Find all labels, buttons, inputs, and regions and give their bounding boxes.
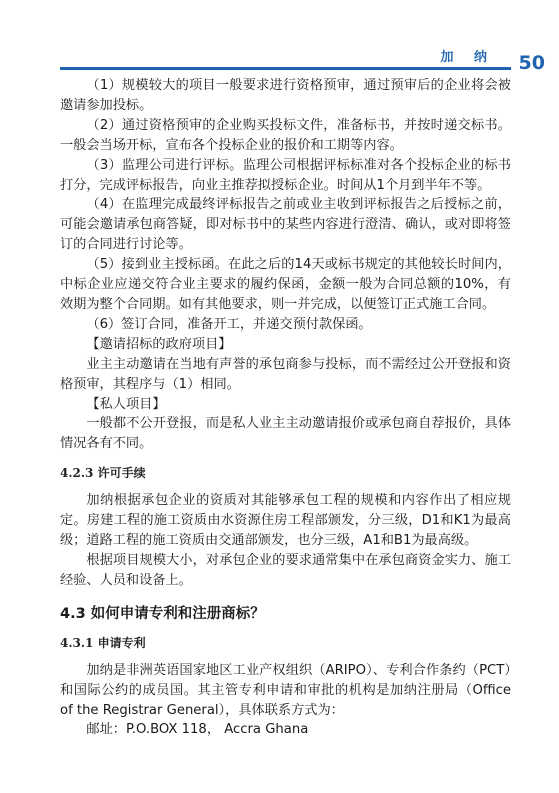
page-body: [60, 76, 511, 740]
paragraph-invited-tender: 业主主动邀请在当地有声誉的承包商参与投标，而不需经过公开登报和资格预审，其程序与（1）相同。: [60, 356, 511, 392]
subheading-invited-tender: 【邀请招标的政府项目】: [86, 336, 232, 352]
paragraph-step-1: （1）规模较大的项目一般要求进行资格预审，通过预审后的企业将会被邀请参加投标。: [60, 78, 511, 113]
subheading-private-project: 【私人项目】: [86, 396, 166, 412]
chapter-title: 加 纳: [440, 50, 495, 65]
paragraph-step-6: （6）签订合同，准备开工，并递交预付款保函。: [86, 316, 372, 332]
section-heading-4-2-3: 4.2.3 许可手续: [60, 466, 146, 481]
paragraph-requirements: 根据项目规模大小，对承包企业的要求通常集中在承包商资金实力、施工经验、人员和设备上。: [60, 552, 511, 588]
paragraph-postal-address: 邮址：P.O.BOX 118， Accra Ghana: [86, 722, 309, 738]
header-divider: [60, 67, 511, 70]
paragraph-qualification: 加纳根据承包企业的资质对其能够承包工程的规模和内容作出了相应规定。房建工程的施工资质由水资源住房工程部颁发，分三级，D1和K1为最高级；道路工程的施工资质由交通部颁发，也分三级，A1和B1为最高级。: [60, 493, 511, 549]
section-heading-4-3-1: 4.3.1 申请专利: [60, 635, 146, 650]
section-heading-4-3: 4.3 如何申请专利和注册商标？: [60, 605, 265, 622]
paragraph-step-4: （4）在监理完成最终评标报告之前或业主收到评标报告之后授标之前，可能会邀请承包商答疑，即对标书中的某些内容进行澄清、确认，或对即将签订的合同进行讨论等。: [60, 197, 511, 253]
paragraph-step-3: （3）监理公司进行评标。监理公司根据评标标准对各个投标企业的标书打分，完成评标报告，向业主推荐拟授标企业。时间从1个月到半年不等。: [60, 157, 511, 193]
paragraph-step-5: （5）接到业主授标函。在此之后的14天或标书规定的其他较长时间内，中标企业应递交符合业主要求的履约保函，金额一般为合同总额的10%，有效期为整个合同期。如有其他要求，则一并完成，以便签订正式施工合同。: [60, 257, 511, 312]
paragraph-private-project: 一般都不公开登报，而是私人业主主动邀请报价或承包商自荐报价，具体情况各有不同。: [60, 416, 511, 452]
page-number: 50: [518, 52, 545, 74]
paragraph-step-2: （2）通过资格预审的企业购买投标文件，准备标书，并按时递交标书。一般会当场开标，宣布各个投标企业的报价和工期等内容。: [60, 117, 511, 153]
paragraph-patent-membership: 加纳是非洲英语国家地区工业产权组织（ARIPO）、专利合作条约（PCT）和国际公约的成员国。其主管专利申请和审批的机构是加纳注册局（Office of the Registrar General），具体联系方式为：: [60, 662, 511, 718]
